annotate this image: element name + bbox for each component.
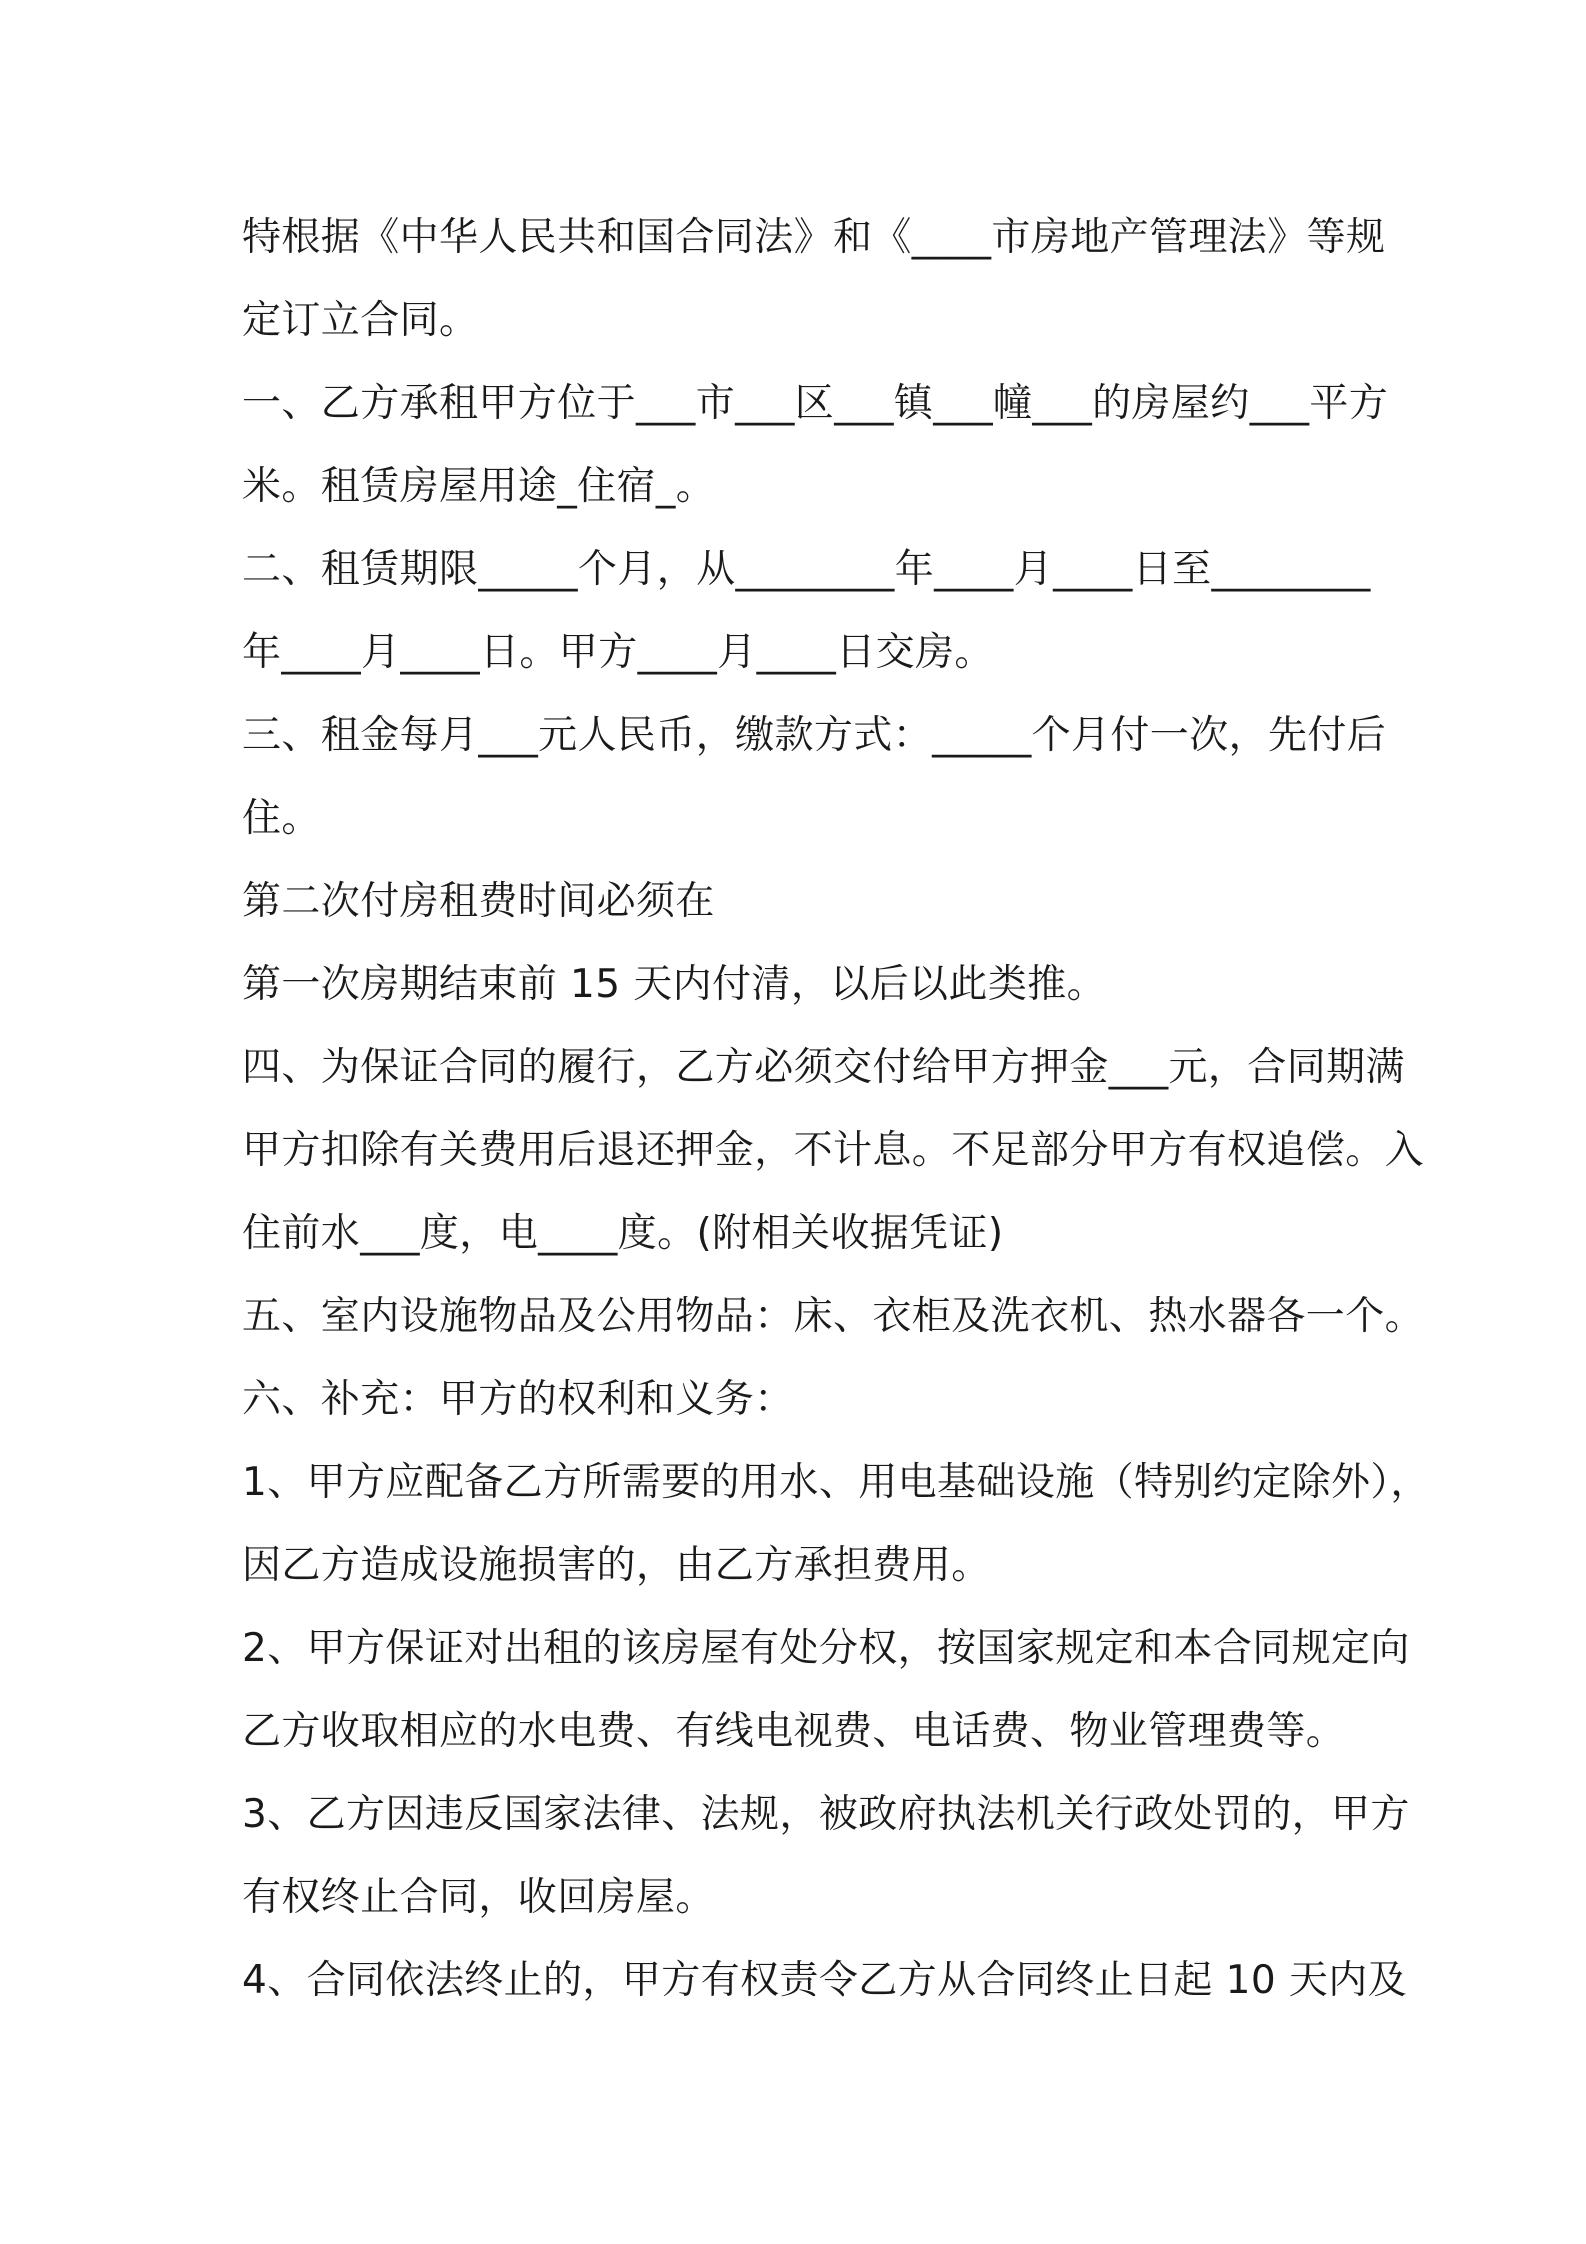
text-line: 第二次付房租费时间必须在 — [242, 879, 715, 924]
text-line: 3、乙方因违反国家法律、法规，被政府执法机关行政处罚的，甲方 — [242, 1792, 1410, 1837]
text-line: 第一次房期结束前 15 天内付清，以后以此类推。 — [242, 962, 1107, 1007]
text-line: 六、补充：甲方的权利和义务： — [242, 1377, 794, 1422]
text-line: 三、租金每月___元人民币，缴款方式：_____个月付一次，先付后 — [242, 713, 1387, 758]
text-line: 4、合同依法终止的，甲方有权责令乙方从合同终止日起 10 天内及 — [242, 1958, 1408, 2003]
text-line: 住。 — [242, 796, 321, 841]
text-line: 2、甲方保证对出租的该房屋有处分权，按国家规定和本合同规定向 — [242, 1626, 1410, 1671]
text-line: 米。租赁房屋用途_住宿_。 — [242, 464, 716, 509]
text-line: 年____月____日。甲方____月____日交房。 — [242, 630, 994, 675]
text-line: 1、甲方应配备乙方所需要的用水、用电基础设施（特别约定除外）， — [242, 1460, 1430, 1505]
text-line: 五、室内设施物品及公用物品：床、衣柜及洗衣机、热水器各一个。 — [242, 1294, 1425, 1339]
text-line: 乙方收取相应的水电费、有线电视费、电话费、物业管理费等。 — [242, 1709, 1346, 1754]
text-line: 定订立合同。 — [242, 298, 479, 343]
text-line: 四、为保证合同的履行，乙方必须交付给甲方押金___元，合同期满 — [242, 1045, 1405, 1090]
text-line: 有权终止合同，收回房屋。 — [242, 1875, 715, 1920]
text-line: 特根据《中华人民共和国合同法》和《____市房地产管理法》等规 — [242, 215, 1386, 260]
text-line: 二、租赁期限_____个月，从________年____月____日至________ — [242, 547, 1371, 592]
text-line: 因乙方造成设施损害的，由乙方承担费用。 — [242, 1543, 991, 1588]
text-line: 住前水___度，电____度。(附相关收据凭证) — [242, 1211, 1004, 1256]
contract-text — [242, 196, 1430, 2022]
text-line: 甲方扣除有关费用后退还押金，不计息。不足部分甲方有权追偿。入 — [242, 1128, 1425, 1173]
text-line: 一、乙方承租甲方位于___市___区___镇___幢___的房屋约___平方 — [242, 381, 1389, 426]
